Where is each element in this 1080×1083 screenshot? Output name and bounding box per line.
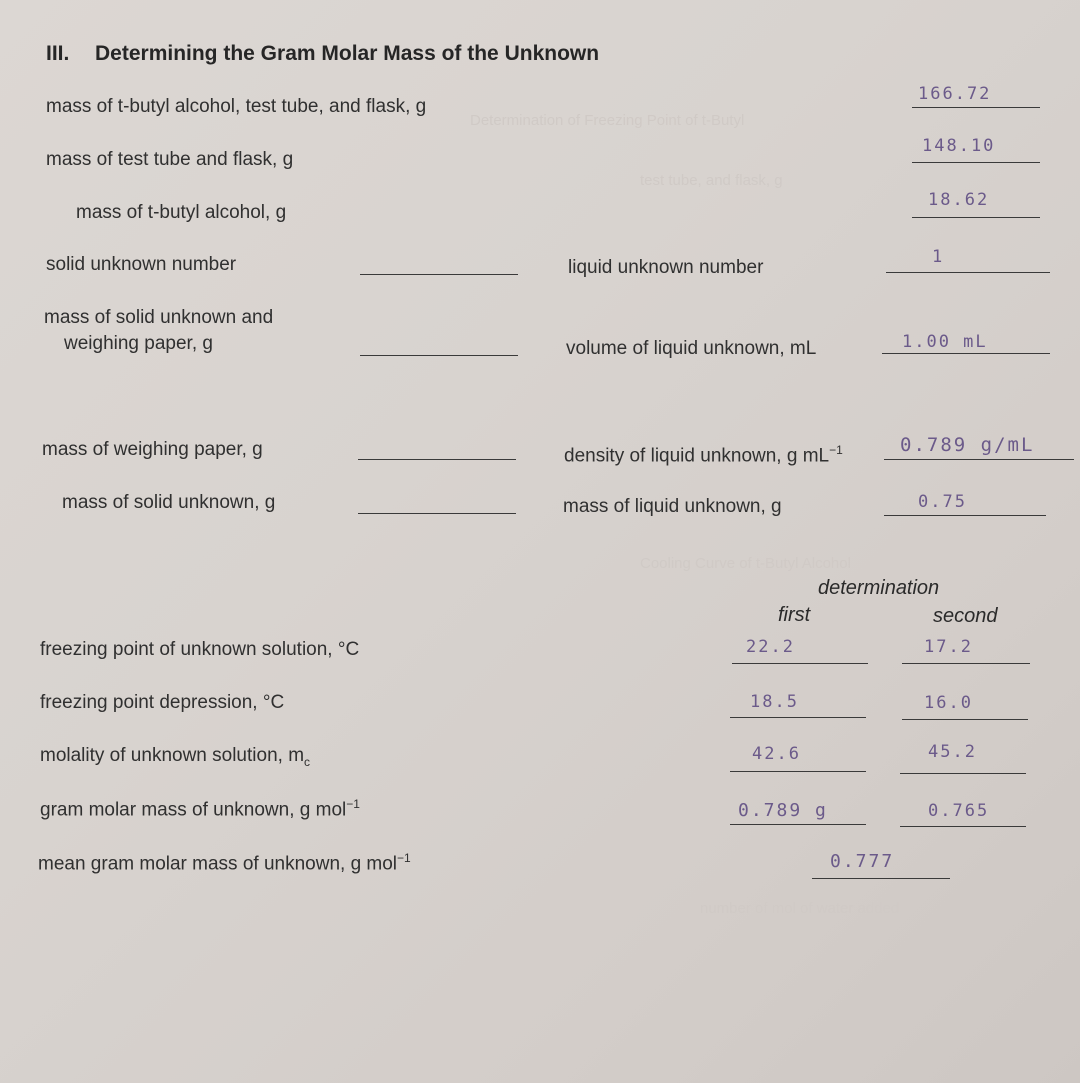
label-mass-solid-paper-1: mass of solid unknown and [44, 307, 274, 328]
value-liquid-unknown-number: 1 [932, 247, 945, 267]
answer-line [730, 771, 866, 772]
value-mass-tbutyl: 18.62 [928, 190, 990, 210]
bleed-through-text: number of mol of water added [700, 900, 900, 917]
label-mass-solid-paper-2: weighing paper, g [64, 333, 213, 354]
answer-line [886, 272, 1050, 273]
answer-line [912, 217, 1040, 218]
header-first: first [778, 604, 811, 626]
value-density-liquid: 0.789 g/mL [900, 434, 1035, 456]
value-gram-molar-mass-second: 0.765 [928, 801, 990, 821]
answer-line [358, 513, 516, 514]
label-mass-tbutyl: mass of t-butyl alcohol, g [76, 202, 287, 223]
label-mass-solid: mass of solid unknown, g [62, 492, 276, 513]
value-molality-first: 42.6 [752, 744, 801, 764]
answer-line [358, 459, 516, 460]
label-volume-liquid: volume of liquid unknown, mL [566, 338, 817, 359]
value-mean-molar-mass: 0.777 [830, 851, 895, 872]
label-liquid-unknown-number: liquid unknown number [568, 257, 764, 278]
section-title: Determining the Gram Molar Mass of the Unknown [95, 42, 600, 65]
answer-line [900, 826, 1026, 827]
value-molality-second: 45.2 [928, 742, 977, 762]
answer-line [902, 719, 1028, 720]
label-mass-paper: mass of weighing paper, g [42, 439, 263, 460]
label-density-liquid: density of liquid unknown, g $mL^{-1}$ [564, 443, 843, 467]
label-mass-total: mass of t-butyl alcohol, test tube, and flask, g [46, 96, 427, 117]
answer-line [730, 824, 866, 825]
value-volume-liquid: 1.00 mL [902, 332, 988, 352]
answer-line [912, 107, 1040, 108]
label-solid-unknown-number: solid unknown number [46, 254, 237, 275]
answer-line [884, 515, 1046, 516]
label-fp-depression: freezing point depression, °C [40, 692, 285, 713]
section-number: III. [46, 42, 70, 65]
label-molality: molality of unknown solution, $m_c$ [40, 745, 311, 769]
answer-line [730, 717, 866, 718]
answer-line [912, 162, 1040, 163]
answer-line [902, 663, 1030, 664]
label-mean-molar-mass: mean gram molar mass of unknown, g mol$^{-1}$ [38, 851, 411, 875]
label-freezing-point: freezing point of unknown solution, °C [40, 639, 360, 660]
answer-line [884, 459, 1074, 460]
bleed-through-text: Cooling Curve of t-Butyl Alcohol [640, 555, 851, 572]
value-mass-tube-flask: 148.10 [922, 136, 996, 156]
answer-line [882, 353, 1050, 354]
value-mass-liquid: 0.75 [918, 492, 967, 512]
value-mass-total: 166.72 [918, 84, 992, 104]
value-fp-depression-second: 16.0 [924, 693, 973, 713]
bleed-through-text: test tube, and flask, g [640, 172, 783, 189]
value-gram-molar-mass-first: 0.789 g [738, 800, 828, 821]
header-determination: determination [818, 577, 940, 599]
value-freezing-point-second: 17.2 [924, 637, 973, 657]
label-gram-molar-mass: gram molar mass of unknown, g mol$^{-1}$ [40, 797, 360, 821]
label-mass-liquid: mass of liquid unknown, g [563, 496, 782, 517]
answer-line [900, 773, 1026, 774]
answer-line [812, 878, 950, 879]
value-freezing-point-first: 22.2 [746, 637, 795, 657]
answer-line [732, 663, 868, 664]
answer-line [360, 274, 518, 275]
header-second: second [933, 605, 998, 627]
value-fp-depression-first: 18.5 [750, 692, 799, 712]
answer-line [360, 355, 518, 356]
bleed-through-text: Determination of Freezing Point of t-Butyl [470, 112, 745, 129]
label-mass-tube-flask: mass of test tube and flask, g [46, 149, 294, 170]
